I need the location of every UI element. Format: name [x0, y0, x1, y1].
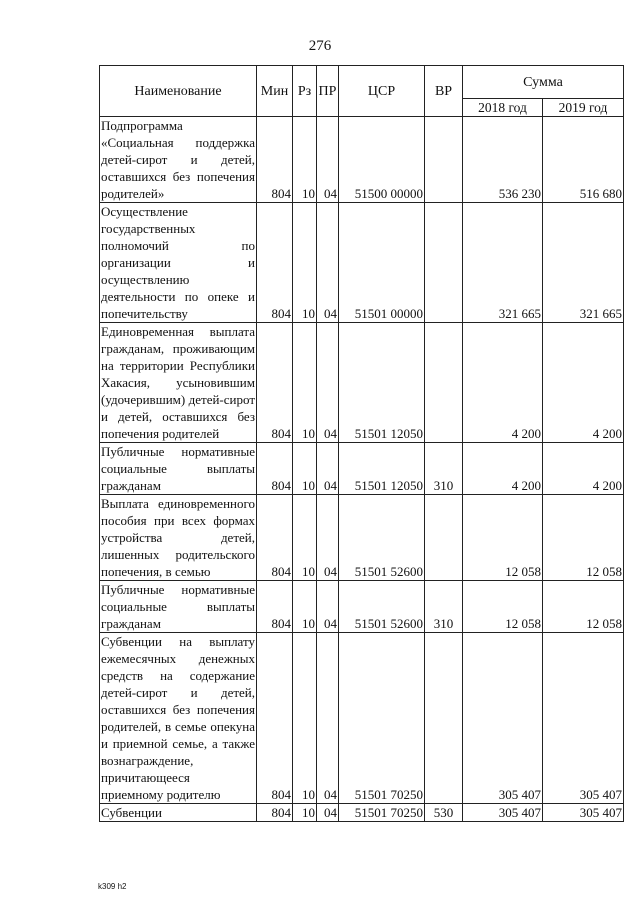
row-min: 804	[257, 323, 293, 443]
row-name: Выплата единовременного пособия при всех формах устройства детей, лишенных родительского попечения, в семью	[101, 496, 255, 579]
row-2019: 305 407	[543, 804, 624, 822]
row-pr: 04	[317, 633, 339, 804]
header-2019: 2019 год	[543, 99, 624, 117]
row-rz: 10	[293, 633, 317, 804]
row-csr: 51501 12050	[339, 443, 425, 495]
row-rz: 10	[293, 443, 317, 495]
row-name: Публичные нормативные социальные выплаты гражданам	[101, 444, 255, 493]
row-2019: 4 200	[543, 443, 624, 495]
row-rz: 10	[293, 495, 317, 581]
row-2018: 305 407	[463, 804, 543, 822]
row-rz: 10	[293, 117, 317, 203]
table-row	[100, 443, 624, 495]
row-pr: 04	[317, 203, 339, 323]
row-2018: 536 230	[463, 117, 543, 203]
row-min: 804	[257, 203, 293, 323]
row-2019: 12 058	[543, 495, 624, 581]
row-csr: 51501 70250	[339, 804, 425, 822]
row-name: Осуществление государственных полномочий по организации и осуществлению деятельности по опеке и попечительству	[101, 204, 255, 321]
row-rz: 10	[293, 323, 317, 443]
header-sum: Сумма	[463, 66, 624, 99]
row-2018: 4 200	[463, 443, 543, 495]
row-2018: 305 407	[463, 633, 543, 804]
row-min: 804	[257, 443, 293, 495]
row-csr: 51501 52600	[339, 495, 425, 581]
table-row	[100, 804, 624, 822]
table-row	[100, 203, 624, 323]
row-2018: 321 665	[463, 203, 543, 323]
row-pr: 04	[317, 495, 339, 581]
row-name: Единовременная выплата гражданам, проживающим на территории Республики Хакасия, усыновившим (удочерившим) детей-сирот и детей, оставшихся без попечения родителей	[101, 324, 255, 441]
row-name: Субвенции на выплату ежемесячных денежных средств на содержание детей-сирот и детей, оставшихся без попечения родителей, в семье опекуна и приемной семье, а также вознаграждение, причитающееся приемному родителю	[101, 634, 255, 802]
row-csr: 51501 70250	[339, 633, 425, 804]
row-name: Публичные нормативные социальные выплаты гражданам	[101, 582, 255, 631]
row-min: 804	[257, 633, 293, 804]
row-pr: 04	[317, 117, 339, 203]
row-2019: 4 200	[543, 323, 624, 443]
row-rz: 10	[293, 581, 317, 633]
page-number: 276	[308, 38, 332, 54]
row-csr: 51501 12050	[339, 323, 425, 443]
header-2018: 2018 год	[463, 99, 543, 117]
row-pr: 04	[317, 323, 339, 443]
row-name: Субвенции	[100, 804, 257, 822]
row-2019: 321 665	[543, 203, 624, 323]
row-rz: 10	[293, 203, 317, 323]
row-2019: 305 407	[543, 633, 624, 804]
table-row	[100, 581, 624, 633]
row-vr	[425, 323, 463, 443]
row-pr: 04	[317, 804, 339, 822]
row-min: 804	[257, 117, 293, 203]
row-2019: 516 680	[543, 117, 624, 203]
header-name: Наименование	[100, 66, 257, 117]
row-2018: 4 200	[463, 323, 543, 443]
row-min: 804	[257, 804, 293, 822]
header-vr: ВР	[425, 66, 463, 117]
row-2018: 12 058	[463, 581, 543, 633]
table-row	[100, 633, 624, 804]
header-min: Мин	[257, 66, 293, 117]
row-csr: 51500 00000	[339, 117, 425, 203]
header-csr: ЦСР	[339, 66, 425, 117]
table-row	[100, 323, 624, 443]
row-pr: 04	[317, 581, 339, 633]
row-rz: 10	[293, 804, 317, 822]
row-vr	[425, 117, 463, 203]
row-pr: 04	[317, 443, 339, 495]
row-vr: 310	[425, 443, 463, 495]
row-vr: 530	[425, 804, 463, 822]
row-csr: 51501 00000	[339, 203, 425, 323]
row-2019: 12 058	[543, 581, 624, 633]
row-min: 804	[257, 581, 293, 633]
header-rz: Рз	[293, 66, 317, 117]
header-pr: ПР	[317, 66, 339, 117]
row-vr	[425, 495, 463, 581]
row-vr	[425, 203, 463, 323]
budget-table	[99, 65, 624, 822]
table-row	[100, 117, 624, 203]
row-csr: 51501 52600	[339, 581, 425, 633]
row-2018: 12 058	[463, 495, 543, 581]
row-vr	[425, 633, 463, 804]
row-name: Подпрограмма «Социальная поддержка детей-сирот и детей, оставшихся без попечения родителей»	[101, 118, 255, 201]
row-vr: 310	[425, 581, 463, 633]
table-row	[100, 495, 624, 581]
row-min: 804	[257, 495, 293, 581]
footer-code: k309 h2	[98, 882, 127, 891]
